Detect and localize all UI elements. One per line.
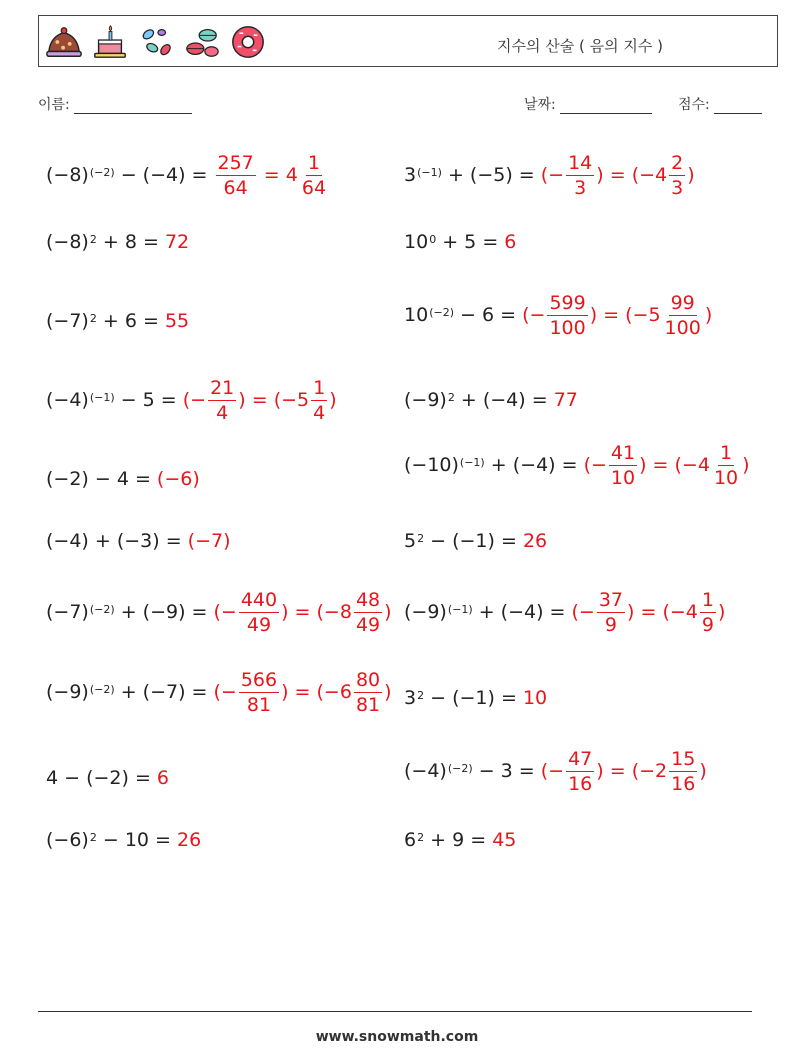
fraction-denominator: 10 — [610, 466, 636, 489]
question-text: 3 — [404, 164, 417, 186]
problem-answer — [492, 829, 516, 851]
problem-question — [46, 767, 157, 789]
problem-answer — [522, 291, 712, 340]
answer-fraction — [669, 151, 685, 200]
question-text: − 6 = — [454, 304, 523, 326]
macarons-icon — [183, 23, 221, 61]
answer-text: 6 — [156, 767, 170, 789]
answer-fraction — [216, 151, 256, 200]
problem-9 — [46, 449, 200, 509]
answer-text: 6 — [504, 231, 517, 253]
fraction-numerator: 1 — [720, 441, 733, 464]
name-blank — [74, 98, 192, 114]
answer-text: 45 — [492, 829, 517, 851]
problem-question — [404, 687, 523, 709]
problem-answer — [157, 468, 200, 490]
question-exponent: (−1) — [89, 390, 115, 404]
problem-question — [404, 231, 504, 253]
question-text: + (−5) = — [441, 164, 541, 186]
answer-text: ) — [384, 681, 392, 703]
answer-fraction — [239, 668, 279, 717]
problem-answer — [572, 588, 726, 637]
answer-fraction — [609, 441, 637, 490]
question-text: (−10) — [404, 454, 459, 476]
answer-text: ) = (−6 — [281, 681, 352, 703]
question-text: + (−4) = — [484, 454, 584, 476]
fraction-denominator: 64 — [223, 176, 248, 199]
answer-text: ) — [687, 164, 695, 186]
question-exponent: 2 — [417, 830, 425, 844]
question-text: − (−1) = — [424, 530, 523, 552]
problem-18 — [404, 741, 707, 801]
answer-fraction — [597, 588, 625, 637]
fraction-denominator: 49 — [246, 613, 272, 636]
question-exponent: 2 — [89, 311, 97, 325]
problem-4 — [404, 212, 516, 272]
answer-text: (−6) — [156, 468, 200, 490]
date-field — [524, 94, 652, 114]
answer-fraction — [700, 588, 716, 637]
fraction-denominator: 16 — [671, 772, 696, 795]
problem-answer — [504, 231, 516, 253]
question-exponent: (−1) — [447, 602, 473, 616]
worksheet-title: 지수의 산술 ( 음의 지수 ) — [497, 37, 663, 55]
question-exponent: 2 — [89, 830, 97, 844]
answer-text: (− — [213, 601, 237, 623]
candies-icon — [137, 23, 175, 61]
fraction-denominator: 10 — [713, 466, 739, 489]
answer-fraction — [712, 441, 740, 490]
question-text: 4 − (−2) = — [46, 767, 157, 789]
question-text: 6 — [404, 829, 417, 851]
answer-fraction — [566, 747, 594, 796]
question-text: 5 — [404, 530, 417, 552]
problem-question — [404, 164, 541, 186]
answer-text: (− — [540, 164, 565, 186]
problem-13 — [46, 582, 392, 642]
answer-text: ) = (−2 — [596, 760, 668, 782]
question-text: − 5 = — [114, 389, 183, 411]
question-exponent: (−1) — [417, 165, 442, 179]
problem-7 — [46, 370, 337, 430]
problem-question — [404, 829, 492, 851]
question-text: + (−7) = — [114, 681, 214, 703]
answer-fraction — [311, 376, 327, 425]
chocolate-cake-icon — [45, 23, 83, 61]
fraction-numerator: 99 — [670, 291, 695, 314]
score-blank — [714, 98, 762, 114]
date-blank — [560, 98, 652, 114]
answer-text: (− — [522, 304, 546, 326]
problem-20 — [404, 810, 516, 870]
answer-text: ) = (−5 — [238, 389, 310, 411]
problem-answer — [214, 668, 392, 717]
fraction-numerator: 2 — [671, 151, 684, 174]
problem-answer — [188, 530, 231, 552]
fraction-numerator: 257 — [217, 151, 254, 174]
question-text: (−9) — [404, 389, 447, 411]
fraction-denominator: 49 — [355, 613, 381, 636]
question-text: (−9) — [46, 681, 89, 703]
answer-text: ) — [717, 601, 726, 623]
problem-question — [404, 760, 541, 782]
problem-question — [46, 389, 183, 411]
answer-text: ) = (−5 — [589, 304, 661, 326]
score-label: 점수: — [678, 97, 710, 113]
fraction-numerator: 21 — [210, 376, 235, 399]
answer-text: ) — [704, 304, 713, 326]
question-text: + 5 = — [436, 231, 505, 253]
problem-6 — [404, 285, 712, 345]
problem-11 — [46, 511, 231, 571]
fraction-numerator: 47 — [568, 747, 593, 770]
answer-fraction — [566, 151, 594, 200]
question-text: − (−4) = — [114, 164, 214, 186]
problem-question — [46, 601, 214, 623]
question-text: 10 — [404, 231, 429, 253]
question-text: + (−9) = — [114, 601, 214, 623]
problem-5 — [46, 291, 189, 351]
answer-text: 77 — [553, 389, 578, 411]
answer-fraction — [663, 291, 703, 340]
question-text: + 8 = — [96, 231, 165, 253]
question-text: 3 — [404, 687, 417, 709]
problem-question — [46, 530, 188, 552]
fraction-numerator: 41 — [610, 441, 636, 464]
question-exponent: (−2) — [429, 305, 454, 319]
problem-answer — [214, 588, 392, 637]
answer-text: ) = (−4 — [639, 454, 710, 476]
question-text: (−4) — [46, 389, 89, 411]
question-text: (−6) — [46, 829, 89, 851]
fraction-numerator: 15 — [671, 747, 696, 770]
fraction-numerator: 566 — [240, 668, 278, 691]
problem-1 — [46, 145, 330, 205]
question-text: (−8) — [46, 231, 89, 253]
question-text: 10 — [404, 304, 429, 326]
question-text: (−9) — [404, 601, 447, 623]
fraction-denominator: 3 — [574, 176, 587, 199]
problem-12 — [404, 511, 547, 571]
question-text: + 6 = — [96, 310, 165, 332]
problem-question — [46, 310, 165, 332]
fraction-numerator: 1 — [313, 376, 326, 399]
problem-question — [404, 304, 522, 326]
problem-question — [46, 681, 214, 703]
answer-fraction — [547, 291, 587, 340]
problem-answer — [214, 151, 331, 200]
problem-answer — [177, 829, 201, 851]
question-text: (−7) — [46, 310, 89, 332]
problem-19 — [46, 810, 201, 870]
question-exponent: (−2) — [89, 165, 115, 179]
fraction-numerator: 1 — [307, 151, 320, 174]
fraction-numerator: 1 — [701, 588, 714, 611]
fraction-numerator: 440 — [240, 588, 278, 611]
answer-text: 10 — [522, 687, 548, 709]
fraction-denominator: 81 — [355, 693, 381, 716]
name-label: 이름: — [38, 97, 70, 113]
question-text: (−4) — [404, 760, 447, 782]
answer-text: (− — [182, 389, 207, 411]
problem-question — [404, 389, 554, 411]
problem-answer — [541, 747, 707, 796]
fraction-numerator: 48 — [355, 588, 381, 611]
name-field — [38, 94, 192, 114]
problem-14 — [404, 582, 725, 642]
problem-answer — [183, 376, 337, 425]
donut-icon — [229, 23, 267, 61]
answer-fraction — [239, 588, 279, 637]
fraction-numerator: 599 — [549, 291, 586, 314]
problem-question — [46, 164, 214, 186]
problem-answer — [541, 151, 695, 200]
question-exponent: 0 — [429, 232, 437, 246]
question-exponent: (−1) — [459, 455, 485, 469]
problem-16 — [404, 668, 547, 728]
fraction-numerator: 37 — [598, 588, 624, 611]
question-text: (−7) — [46, 601, 89, 623]
answer-fraction — [669, 747, 697, 796]
question-text: − 10 = — [96, 829, 178, 851]
problem-2 — [404, 145, 695, 205]
answer-text: ) = (−4 — [596, 164, 668, 186]
answer-fraction — [354, 668, 382, 717]
answer-text: 26 — [177, 829, 202, 851]
answer-text: = 4 — [257, 164, 298, 186]
answer-text: ) — [742, 454, 750, 476]
question-exponent: 2 — [417, 688, 425, 702]
score-field — [678, 94, 762, 114]
answer-text: 72 — [164, 231, 190, 253]
problem-17 — [46, 748, 169, 808]
question-exponent: 2 — [417, 531, 425, 545]
answer-text: ) — [384, 601, 392, 623]
fraction-denominator: 100 — [549, 316, 586, 339]
question-exponent: 2 — [89, 232, 97, 246]
problem-15 — [46, 662, 392, 722]
answer-text: ) = (−8 — [281, 601, 352, 623]
problem-question — [404, 601, 572, 623]
problem-question — [46, 829, 177, 851]
question-exponent: (−2) — [447, 761, 473, 775]
fraction-denominator: 4 — [216, 401, 229, 424]
answer-text: ) = (−4 — [627, 601, 698, 623]
problem-answer — [523, 530, 547, 552]
fraction-denominator: 81 — [246, 693, 272, 716]
question-text: + (−4) = — [472, 601, 572, 623]
fraction-numerator: 80 — [355, 668, 381, 691]
footer-url: www.snowmath.com — [315, 1029, 479, 1045]
fraction-denominator: 100 — [664, 316, 701, 339]
answer-text: 26 — [522, 530, 548, 552]
problem-answer — [554, 389, 578, 411]
question-exponent: 2 — [447, 390, 455, 404]
fraction-denominator: 16 — [568, 772, 593, 795]
birthday-cake-icon — [91, 23, 129, 61]
answer-text: ) — [329, 389, 337, 411]
answer-text: (− — [213, 681, 237, 703]
question-text: (−4) + (−3) = — [46, 530, 188, 552]
problem-10 — [404, 435, 750, 495]
question-text: (−8) — [46, 164, 89, 186]
fraction-denominator: 3 — [671, 176, 684, 199]
answer-text: (− — [583, 454, 607, 476]
date-label: 날짜: — [524, 97, 556, 113]
problem-8 — [404, 370, 578, 430]
fraction-denominator: 4 — [313, 401, 326, 424]
question-exponent: (−2) — [89, 682, 115, 696]
question-text: + 9 = — [424, 829, 493, 851]
question-text: + (−4) = — [454, 389, 554, 411]
problem-answer — [165, 310, 189, 332]
question-text: − (−1) = — [424, 687, 523, 709]
problem-answer — [165, 231, 189, 253]
problem-answer — [584, 441, 750, 490]
problem-question — [46, 468, 157, 490]
worksheet-header — [38, 15, 778, 67]
problem-answer — [157, 767, 169, 789]
fraction-denominator: 64 — [301, 176, 327, 199]
answer-fraction — [300, 151, 328, 200]
question-text: − 3 = — [472, 760, 541, 782]
problem-question — [46, 231, 165, 253]
problem-question — [404, 454, 584, 476]
fraction-numerator: 14 — [568, 151, 593, 174]
answer-text: (−7) — [187, 530, 231, 552]
answer-text: ) — [699, 760, 707, 782]
question-exponent: (−2) — [89, 602, 115, 616]
question-text: (−2) − 4 = — [46, 468, 157, 490]
answer-fraction — [208, 376, 236, 425]
problem-answer — [523, 687, 547, 709]
footer-divider — [38, 1011, 752, 1012]
problem-question — [404, 530, 523, 552]
problem-3 — [46, 212, 189, 272]
icon-strip — [45, 23, 267, 61]
answer-fraction — [354, 588, 382, 637]
answer-text: (− — [540, 760, 565, 782]
answer-text: 55 — [164, 310, 190, 332]
fraction-denominator: 9 — [701, 613, 714, 636]
fraction-denominator: 9 — [604, 613, 617, 636]
answer-text: (− — [571, 601, 595, 623]
